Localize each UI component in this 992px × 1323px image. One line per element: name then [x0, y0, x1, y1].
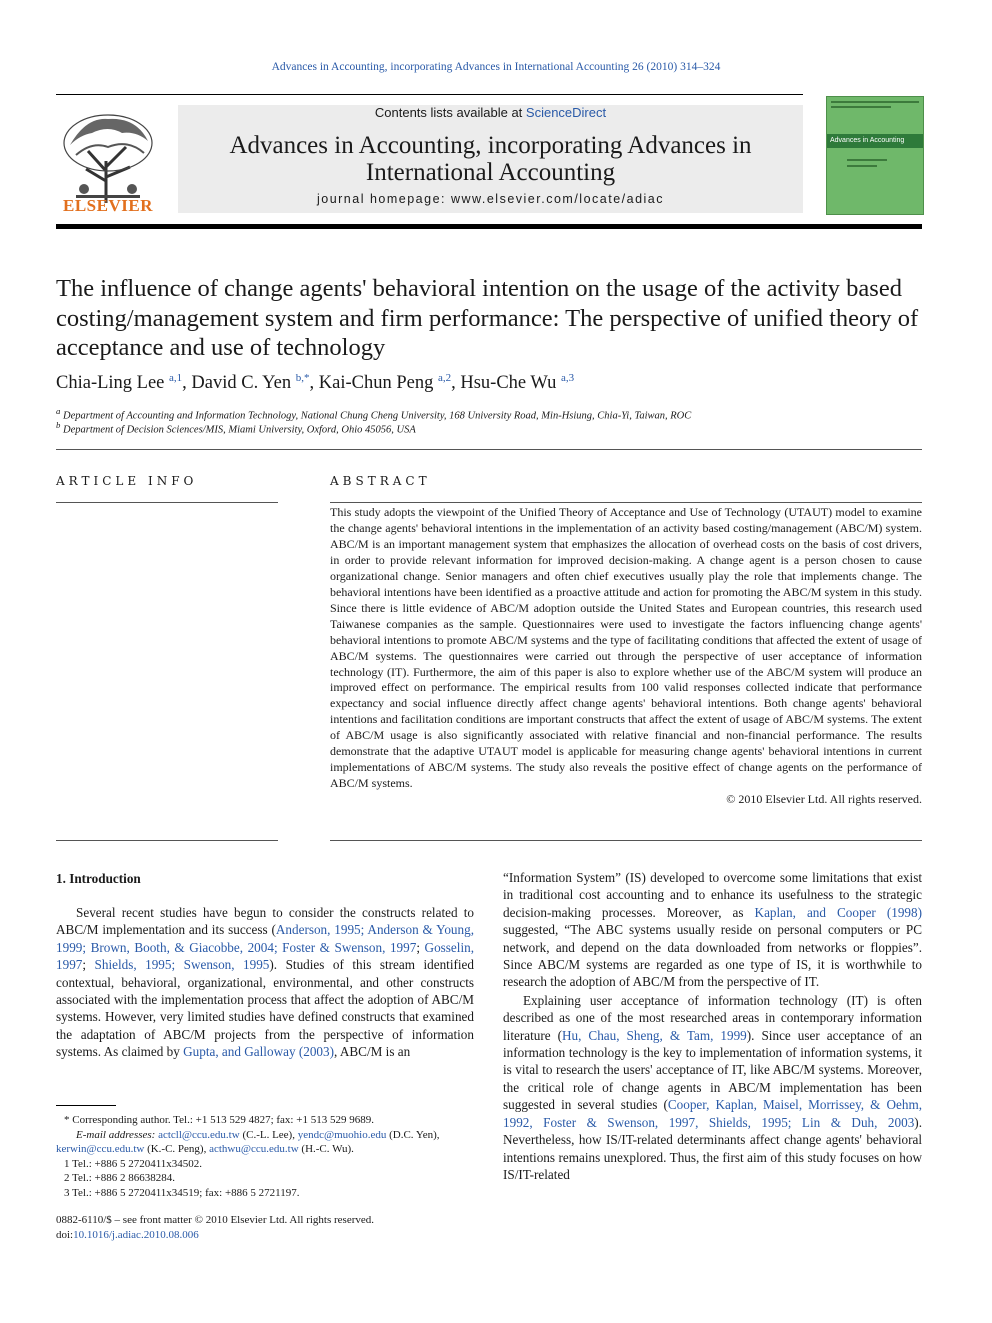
contents-line: [178, 105, 803, 120]
paragraph: [503, 992, 922, 1183]
cover-band: [827, 134, 923, 148]
email-link[interactable]: actcll@ccu.edu.tw: [158, 1128, 240, 1141]
author-separator: ,: [451, 373, 461, 394]
footnote-corresponding: * Corresponding author. Tel.: +1 513 529 4827; fax: +1 513 529 9689.: [64, 1114, 374, 1126]
affiliation-text: Department of Accounting and Information Technology, National Chung Cheng University, 168 University Road, Min-Hsiung, Chia-Yi, Taiwan, ROC: [63, 410, 692, 422]
text-run: (K.-C. Peng),: [144, 1143, 210, 1155]
footnotes: [56, 1113, 476, 1200]
journal-title: [178, 132, 803, 186]
journal-cover-thumbnail[interactable]: [826, 96, 924, 215]
text-run: suggested, “The ABC systems usually reside on personal computers or PC network, and depend on the data downloaded from networks or floppies”. Since ABC/M systems are regarded as one type of IS, it is worthwhile to research the adoption of ABC/M from the perspective of IT.: [503, 922, 922, 990]
cover-line: [847, 165, 877, 167]
journal-title-line1: Advances in Accounting, incorporating Advances in: [229, 132, 752, 159]
affiliation-mark: b: [56, 420, 61, 430]
text-run: Several recent studies have begun to consider the constructs related to ABC/M implementation and its success (: [56, 905, 474, 938]
right-column: [503, 869, 922, 1183]
footnote-emails-cont: [56, 1142, 476, 1157]
journal-title-line2: International Accounting: [365, 159, 616, 186]
header-thick-rule: [56, 224, 922, 229]
text-run: “Information System” (IS) developed to overcome some limitations that exist in traditional cost accounting and to enhance its usefulness to the strategic decision-making processes. Moreover, as: [503, 870, 922, 920]
article-title: The influence of change agents' behavioral intention on the usage of the activity based costing/management system and firm performance: The perspective of unified theory of acceptance and use of technology: [56, 275, 919, 361]
footnote-2: 2 Tel.: +886 2 86638284.: [64, 1172, 175, 1184]
front-matter: [56, 1213, 476, 1242]
text-run: ). Since user acceptance of an information technology is the key to implementation of information systems, it is vital to research the users' acceptance of IT, like ABC/M systems. Moreover, the critical role of change agents in ABC/M implementation has been suggested in several studies (: [503, 1027, 923, 1113]
footnote-3: 3 Tel.: +886 5 2720411x34519; fax: +886 5 2721197.: [64, 1186, 300, 1199]
abstract-bottom-rule: [330, 840, 922, 841]
journal-citation[interactable]: Advances in Accounting, incorporating Advances in International Accounting 26 (2010) 314–324: [271, 61, 721, 73]
section-rule: [56, 449, 922, 450]
author-list: [56, 372, 574, 394]
abstract-rule: [330, 502, 922, 503]
doi-link[interactable]: 10.1016/j.adiac.2010.08.006: [73, 1228, 199, 1241]
abstract-text: This study adopts the viewpoint of the Unified Theory of Acceptance and Use of Technology (UTAUT) model to examine the change agents' behavioral intentions in the implementation of an activity based costing/management (ABC/M) system. ABC/M is an important management system that emphasizes the allocation of overhead costs on the basis of cost drivers, in order to provide relevant information for improved decision-making. A change agent is a person chosen to cause organizational change. Senior managers and often chief executives usually play the role that implements change. The behavioral intentions have been identified as a proactive attitude and action for promoting the ABC/M system in this study. Since there is little evidence of ABC/M adoption outside the United States and European countries, this research used Taiwanese companies as the sample. Questionnaires were used to investigate the factors influencing change agents' behavioral intentions to promote ABC/M systems and the type of facilitating conditions that affected the extent of usage of ABC/M systems. The questionnaires were carried out through the perspective of user acceptance of information technology (IT). Furthermore, the aim of this paper is also to explore whether use of the ABC/M system will produce an improved effect on performance. The empirical results from 100 valid responses collected indicate that performance expectancy and social influence directly affect change agents' behavioral intentions. Both change agents' behavioral intentions and facilitation conditions are important constructs that affect the extent of usage of ABC/M systems. The extent of ABC/M usage is also significantly associated with relative financial and non-financial performance. The results demonstrate that the adaptive UTAUT model is applicable for measuring change agents' behavioral intentions in current implementations of ABC/M systems. The study also reveals the positive effect of change agents on the performance of ABC/M systems.: [330, 505, 922, 791]
issn-line: 0882-6110/$ – see front matter © 2010 Elsevier Ltd. All rights reserved.: [56, 1214, 375, 1226]
paragraph: [503, 869, 922, 991]
author-separator: ,: [309, 373, 319, 394]
citation-link[interactable]: Gupta, and Galloway (2003): [183, 1044, 334, 1060]
header-rule: [56, 94, 803, 95]
text-run: Explaining user acceptance of information technology (IT) is often described as one of the most researched areas in contemporary information literature (: [503, 992, 922, 1043]
citation-link[interactable]: Gosselin, 1997: [56, 939, 474, 973]
footnote-rule: [56, 1105, 116, 1106]
abstract-body: [330, 505, 922, 808]
cover-title: Advances in Accounting: [830, 137, 905, 144]
footnote-emails: [56, 1128, 476, 1143]
sciencedirect-link[interactable]: ScienceDirect: [525, 105, 607, 120]
doi-line: [56, 1228, 476, 1243]
doi-label: doi:: [56, 1228, 74, 1241]
abstract-heading: ABSTRACT: [330, 474, 431, 488]
author-affil-mark[interactable]: b,*: [295, 372, 310, 384]
citation-link[interactable]: Hu, Chau, Sheng, & Tam, 1999: [562, 1027, 747, 1043]
author-name[interactable]: David C. Yen: [191, 373, 292, 394]
author-name[interactable]: Chia-Ling Lee: [56, 373, 165, 394]
author-affil-mark[interactable]: a,2: [437, 372, 452, 384]
cover-line: [831, 106, 891, 108]
citation-link[interactable]: Cooper, Kaplan, Maisel, Morrissey, & Oehm, 1992, Foster & Swenson, 1997, Shields, 1995; Lin & Duh, 2003: [503, 1097, 922, 1130]
left-column: [56, 904, 474, 1061]
text-run: , ABC/M is an: [334, 1044, 411, 1060]
citation-link[interactable]: Anderson, 1995; Anderson & Young, 1999; Brown, Booth, & Giacobbe, 2004; Foster & Swenson, 1997: [56, 922, 474, 955]
abstract-copyright: © 2010 Elsevier Ltd. All rights reserved.: [726, 792, 922, 807]
cover-line: [847, 159, 887, 161]
author-name[interactable]: Kai-Chun Peng: [318, 373, 434, 394]
email-link[interactable]: kerwin@ccu.edu.tw: [56, 1143, 145, 1155]
text-run: (H.-C. Wu).: [298, 1143, 354, 1155]
text-run: ;: [416, 939, 425, 955]
elsevier-wordmark: ELSEVIER: [63, 196, 153, 215]
affiliation: [56, 420, 416, 436]
affiliation-text: Department of Decision Sciences/MIS, Miami University, Oxford, Ohio 45056, USA: [63, 424, 416, 436]
author-separator: ,: [182, 373, 192, 394]
text-run: (D.C. Yen),: [386, 1128, 440, 1141]
footnote-1: 1 Tel.: +886 5 2720411x34502.: [64, 1157, 203, 1170]
citation-link[interactable]: Kaplan, and Cooper (1998): [754, 904, 922, 920]
email-link[interactable]: yendc@muohio.edu: [297, 1128, 387, 1141]
affiliation-mark: a: [56, 406, 61, 416]
text-run: ). Nevertheless, how IS/IT-related determinants affect change agents' behavioral intentions remains unexplored. Thus, the first aim of this study focuses on how IS/IT-related: [503, 1114, 922, 1182]
author-affil-mark[interactable]: a,1: [169, 372, 183, 384]
email-label: E-mail addresses:: [76, 1128, 159, 1141]
text-run: (C.-L. Lee),: [239, 1128, 298, 1141]
contents-prefix: Contents lists available at: [374, 105, 526, 120]
text-run: ;: [82, 957, 95, 973]
text-run: ). Studies of this stream identified contextual, behavioral, organizational, environmental, and other constructs associated with the implementation process that affect the adoption of ABC/M systems. However, very limited studies have defined constructs that examined the adaptation of ABC/M projects from the perspective of information systems. As claimed by: [56, 957, 475, 1060]
section-heading: 1. Introduction: [56, 871, 141, 886]
article-info-rule: [56, 502, 278, 503]
article-info-heading: ARTICLE INFO: [56, 474, 198, 488]
author-name[interactable]: Hsu-Che Wu: [460, 373, 557, 394]
paragraph: [56, 904, 474, 1061]
journal-homepage[interactable]: journal homepage: www.elsevier.com/locate/adiac: [316, 192, 665, 206]
cover-line: [831, 101, 919, 103]
citation-link[interactable]: Shields, 1995; Swenson, 1995: [94, 957, 270, 973]
author-affil-mark[interactable]: a,3: [561, 372, 575, 384]
email-link[interactable]: acthwu@ccu.edu.tw: [209, 1143, 299, 1155]
article-info-bottom-rule: [56, 840, 278, 841]
